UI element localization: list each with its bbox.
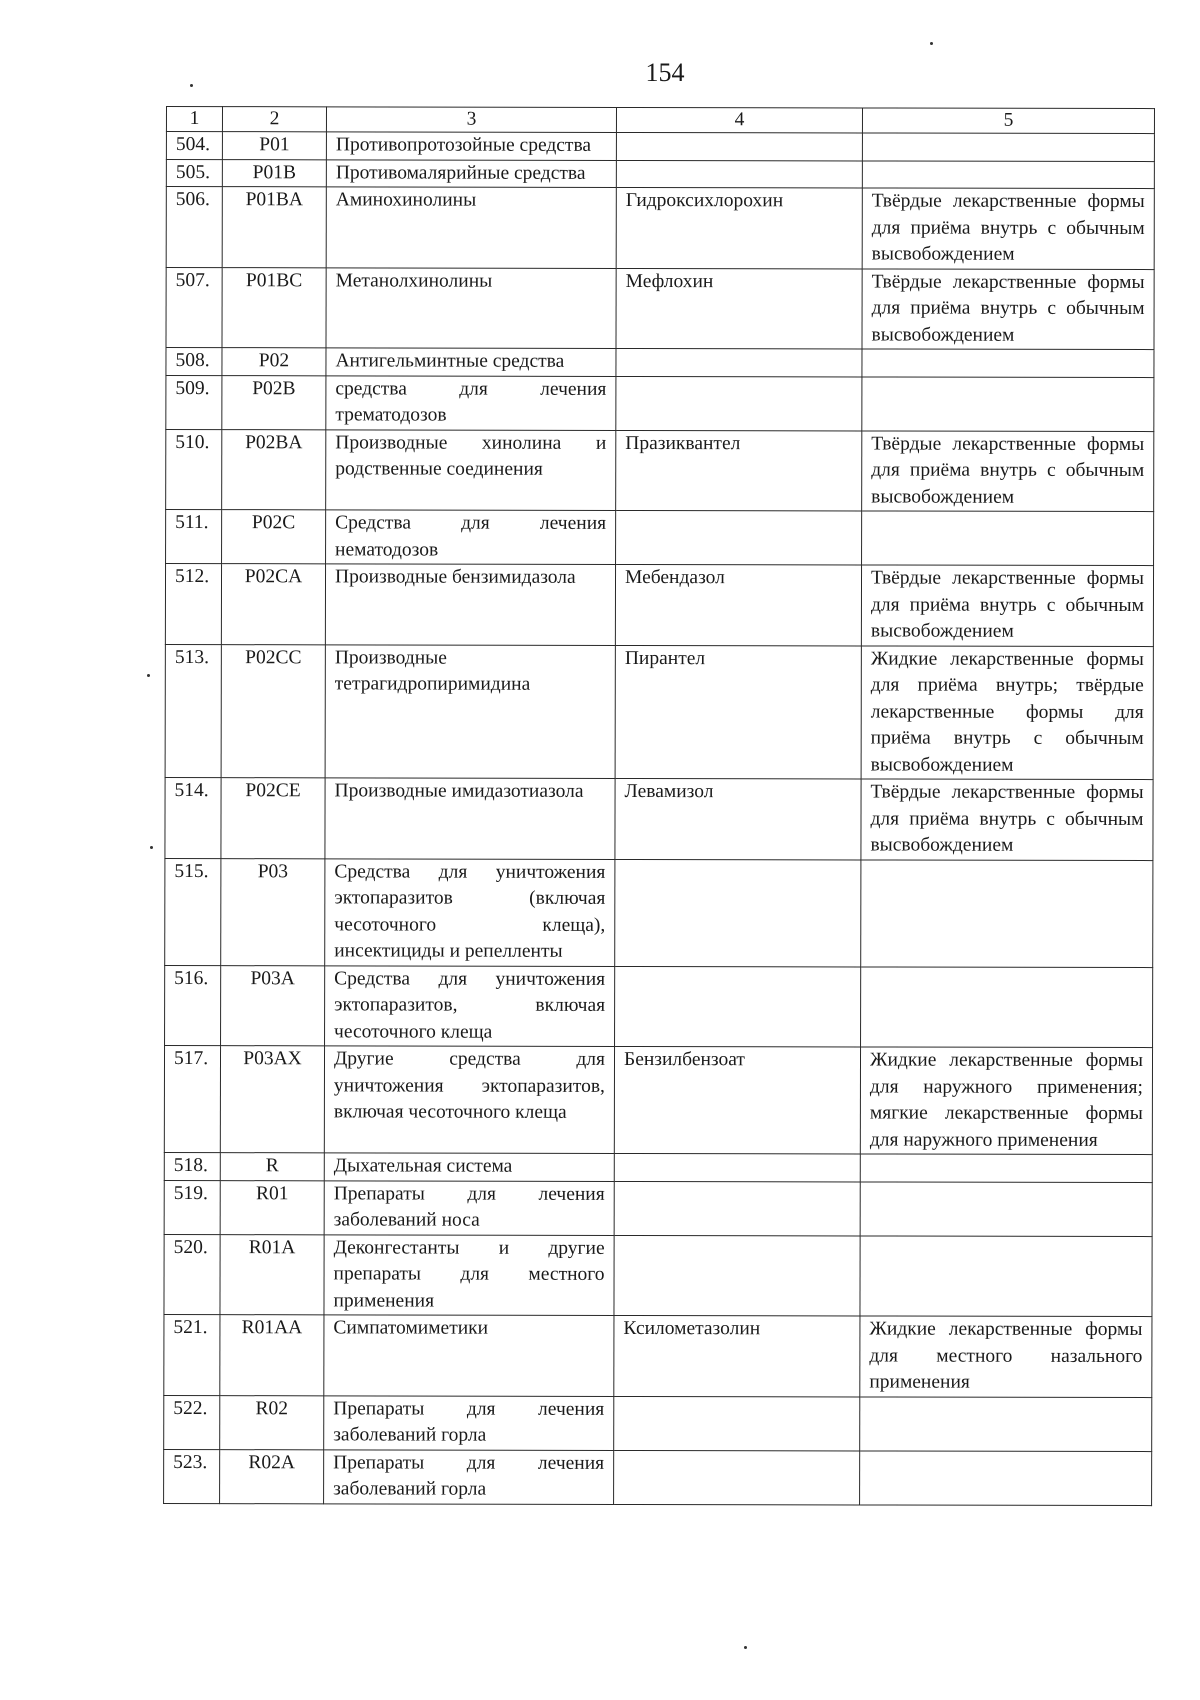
dosage-form-cell: Твёрдые лекарственные формы для приёма внутрь с обычным высвобождением	[862, 268, 1154, 349]
atc-code-cell: P02CC	[221, 644, 325, 778]
table-row	[166, 375, 1154, 431]
dosage-form-cell	[862, 160, 1154, 188]
scan-speck	[744, 1646, 747, 1649]
row-number-cell: 521.	[164, 1314, 220, 1395]
group-name-cell: Аминохинолины	[326, 187, 616, 268]
table-row	[164, 1045, 1152, 1154]
group-name-cell: Другие средства для уничтожения эктопаразитов, включая чесоточного клеща	[324, 1046, 614, 1154]
dosage-form-cell: Твёрдые лекарственные формы для приёма внутрь с обычным высвобождением	[861, 565, 1153, 646]
atc-code-cell: P01B	[222, 159, 326, 187]
row-number-cell: 522.	[164, 1395, 220, 1449]
table-row	[166, 267, 1154, 350]
row-number-cell: 515.	[165, 858, 221, 965]
group-name-cell: Препараты для лечения заболеваний горла	[324, 1449, 614, 1504]
row-number-cell: 523.	[164, 1449, 220, 1503]
drug-name-cell	[615, 966, 861, 1047]
table-row	[165, 644, 1153, 780]
row-number-cell: 506.	[166, 187, 222, 268]
row-number-cell: 518.	[164, 1152, 220, 1180]
drug-name-cell	[614, 1396, 860, 1451]
dosage-form-cell	[862, 511, 1154, 566]
column-header-5: 5	[862, 108, 1154, 134]
dosage-form-cell: Жидкие лекарственные формы для наружного применения; мягкие лекарственные формы для наружного применения	[860, 1047, 1152, 1155]
drug-name-cell	[616, 132, 862, 160]
group-name-cell: Средства для уничтожения эктопаразитов, включая чесоточного клеща	[325, 965, 615, 1046]
atc-code-cell: R02	[220, 1395, 324, 1449]
row-number-cell: 517.	[164, 1045, 220, 1152]
table-row	[165, 965, 1153, 1048]
drug-name-cell	[614, 1153, 860, 1181]
atc-code-cell: P01BA	[222, 187, 326, 268]
table-row	[165, 858, 1153, 967]
row-number-cell: 508.	[166, 348, 222, 376]
dosage-form-cell: Твёрдые лекарственные формы для приёма внутрь с обычным высвобождением	[861, 779, 1153, 860]
atc-code-cell: P02B	[222, 375, 326, 429]
group-name-cell: Антигельминтные средства	[326, 348, 616, 376]
table-row	[164, 1449, 1152, 1505]
atc-code-cell: R02A	[220, 1449, 324, 1503]
drug-name-cell: Ксилометазолин	[614, 1315, 860, 1396]
drug-name-cell	[616, 510, 862, 565]
atc-code-cell: P02CA	[221, 564, 325, 645]
dosage-form-cell	[860, 1396, 1152, 1451]
dosage-form-cell	[860, 1450, 1152, 1505]
atc-code-cell: R	[220, 1153, 324, 1181]
drug-name-cell: Бензилбензоат	[614, 1046, 860, 1154]
table-row	[166, 510, 1154, 566]
dosage-form-cell	[861, 966, 1153, 1047]
atc-code-cell: P02CE	[221, 778, 325, 859]
drug-name-cell	[614, 1181, 860, 1236]
table-header	[166, 107, 1154, 134]
dosage-form-cell: Жидкие лекарственные формы для приёма внутрь; твёрдые лекарственные формы для приёма внутрь с обычным высвобождением	[861, 645, 1153, 779]
atc-code-cell: P02	[222, 348, 326, 376]
column-header-2: 2	[222, 107, 326, 132]
group-name-cell: Симпатомиметики	[324, 1315, 614, 1396]
dosage-form-cell: Твёрдые лекарственные формы для приёма внутрь с обычным высвобождением	[862, 430, 1154, 511]
atc-code-cell: P03A	[221, 965, 325, 1046]
table-body	[164, 132, 1155, 1506]
group-name-cell: Дыхательная система	[324, 1153, 614, 1181]
scan-speck	[190, 84, 193, 87]
drug-name-cell: Гидроксихлорохин	[616, 187, 862, 268]
row-number-cell: 519.	[164, 1180, 220, 1234]
dosage-form-cell	[860, 1181, 1152, 1236]
row-number-cell: 512.	[165, 564, 221, 645]
atc-code-cell: R01AA	[220, 1315, 324, 1396]
drug-name-cell	[615, 859, 861, 967]
row-number-cell: 511.	[166, 510, 222, 564]
group-name-cell: Производные хинолина и родственные соединения	[326, 429, 616, 510]
row-number-cell: 516.	[165, 965, 221, 1046]
drug-name-cell	[616, 348, 862, 376]
drug-name-cell	[616, 160, 862, 188]
atc-code-cell: P01	[222, 132, 326, 160]
table-row	[164, 1152, 1152, 1182]
table-row	[164, 1180, 1152, 1236]
group-name-cell: средства для лечения трематодозов	[326, 375, 616, 430]
table-row	[164, 1395, 1152, 1451]
group-name-cell: Производные имидазотиазола	[325, 778, 615, 859]
scan-speck	[150, 846, 153, 849]
group-name-cell: Производные тетрагидропиримидина	[325, 644, 615, 778]
row-number-cell: 509.	[166, 375, 222, 429]
row-number-cell: 513.	[165, 644, 221, 778]
table-row	[166, 348, 1154, 378]
atc-code-cell: P03	[221, 858, 325, 965]
drug-name-cell: Празиквантел	[616, 430, 862, 511]
atc-code-cell: R01A	[220, 1234, 324, 1315]
page-number: 154	[645, 58, 685, 87]
dosage-form-cell: Жидкие лекарственные формы для местного назального применения	[860, 1316, 1152, 1397]
group-name-cell: Средства для лечения нематодозов	[326, 510, 616, 565]
dosage-form-cell	[860, 1235, 1152, 1316]
drug-name-cell: Левамизол	[615, 778, 861, 859]
group-name-cell: Препараты для лечения заболеваний носа	[324, 1180, 614, 1235]
dosage-form-cell: Твёрдые лекарственные формы для приёма внутрь с обычным высвобождением	[862, 188, 1154, 269]
row-number-cell: 520.	[164, 1234, 220, 1315]
atc-code-cell: P02BA	[222, 429, 326, 510]
table-row	[164, 1314, 1152, 1397]
column-header-3: 3	[326, 107, 616, 133]
table-row	[166, 429, 1154, 512]
drug-name-cell	[616, 376, 862, 431]
table-row	[165, 777, 1153, 860]
table-row	[165, 564, 1153, 647]
drug-name-cell: Пирантел	[615, 645, 861, 779]
column-header-1: 1	[166, 107, 222, 132]
scan-speck	[930, 42, 933, 45]
atc-code-cell: P01BC	[222, 267, 326, 348]
group-name-cell: Противомалярийные средства	[326, 159, 616, 187]
table-row	[166, 159, 1154, 189]
column-header-4: 4	[616, 107, 862, 133]
drug-name-cell: Мебендазол	[615, 564, 861, 645]
medicines-table	[163, 106, 1155, 1506]
atc-code-cell: R01	[220, 1180, 324, 1234]
row-number-cell: 504.	[166, 132, 222, 160]
atc-code-cell: P02C	[222, 510, 326, 564]
row-number-cell: 514.	[165, 777, 221, 858]
dosage-form-cell	[862, 133, 1154, 161]
drug-name-cell: Мефлохин	[616, 268, 862, 349]
group-name-cell: Деконгестанты и другие препараты для местного применения	[324, 1234, 614, 1315]
drug-name-cell	[614, 1450, 860, 1505]
group-name-cell: Препараты для лечения заболеваний горла	[324, 1395, 614, 1450]
dosage-form-cell	[862, 349, 1154, 377]
atc-code-cell: P03AX	[220, 1046, 324, 1153]
dosage-form-cell	[860, 1154, 1152, 1182]
group-name-cell: Производные бензимидазола	[325, 564, 615, 645]
group-name-cell: Противопротозойные средства	[326, 132, 616, 160]
scan-speck	[147, 674, 150, 677]
row-number-cell: 505.	[166, 159, 222, 187]
group-name-cell: Метанолхинолины	[326, 267, 616, 348]
table-row	[166, 132, 1154, 162]
dosage-form-cell	[861, 859, 1153, 967]
drug-name-cell	[614, 1235, 860, 1316]
group-name-cell: Средства для уничтожения эктопаразитов (включая чесоточного клеща), инсектициды и репелленты	[325, 858, 615, 966]
row-number-cell: 507.	[166, 267, 222, 348]
table-row	[166, 187, 1154, 270]
dosage-form-cell	[862, 376, 1154, 431]
row-number-cell: 510.	[166, 429, 222, 510]
table-row	[164, 1234, 1152, 1317]
